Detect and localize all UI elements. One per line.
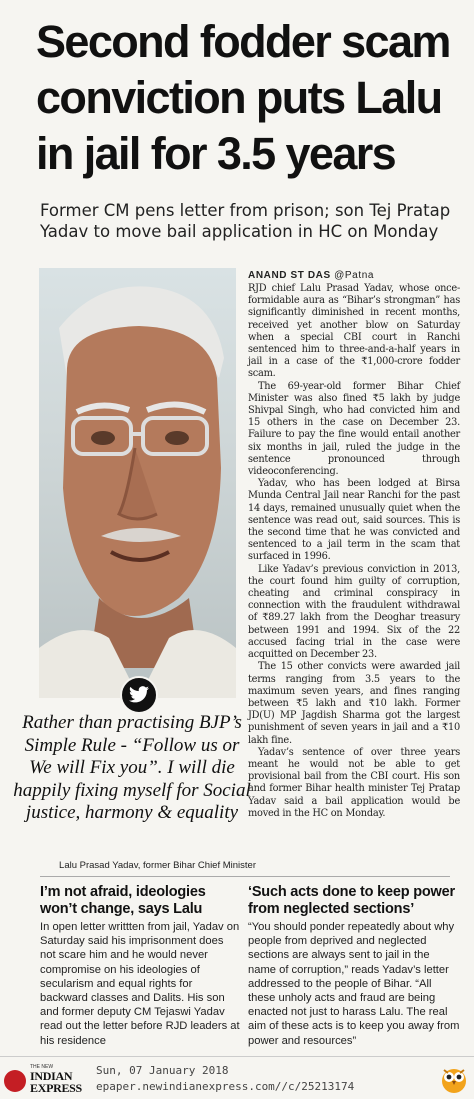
body-paragraph: RJD chief Lalu Prasad Yadav, whose once-formidable aura as “Bihar’s strongman” has significantly diminished in recent months, received yet another blow on Saturday when a special CBI court in Ranchi sentenced him to three-and-a-half years in jail in a case of the ₹1,000-crore fodder scam.: [248, 283, 460, 380]
owl-mascot-icon: [440, 1064, 468, 1094]
logo-small-text: THE NEW: [30, 1064, 54, 1070]
body-paragraph: Yadav, who has been lodged at Birsa Munda Central Jail near Ranchi for the past 14 days, remained unusually quiet when the sentence was read out, said sources. This is the second time that he was convicted and sentenced to a jail term in the scam that surfaced in 1996.: [248, 478, 460, 563]
logo-line-1: INDIAN: [30, 1069, 73, 1083]
byline-place: @Patna: [334, 270, 375, 281]
body-paragraph: Like Yadav’s previous conviction in 2013, the court found him guilty of corruption, cheating and criminal conspiracy in connection with the fraudulent withdrawal of ₹89.27 lakh from the Deoghar treasury between 1991 and 1994. Six of the 22 accused facing trial in the case were acquitted on December 23.: [248, 563, 460, 661]
body-paragraph: The 69-year-old former Bihar Chief Minister was also fined ₹5 lakh by judge Shivpal Singh, who had convicted him and 15 others in the case on December 23. Failure to pay the fine would entail another six months in jail, ruled the judge in the sentence pronounced through videoconferencing.: [248, 380, 460, 478]
deck-subheadline: Former CM pens letter from prison; son Tej Pratap Yadav to move bail application in HC on Monday: [40, 201, 451, 241]
pull-quote-credit: Lalu Prasad Yadav, former Bihar Chief Minister: [59, 860, 256, 871]
logo-line-2: EXPRESS: [30, 1081, 82, 1095]
footer-divider: [0, 1056, 474, 1057]
sidebar-left-headline: I’m not afraid, ideologies won’t change, says Lalu: [40, 884, 206, 917]
pull-quote: Rather than practising BJP’s Simple Rule - “Follow us or We will Fix you”. I will die happily fixing myself for Social justice, harmony & equality: [13, 712, 251, 823]
logo-red-emblem-icon: [4, 1070, 26, 1092]
sidebar-right-headline: ‘Such acts done to keep power from neglected sections’: [248, 884, 455, 917]
sidebar-left-body: In open letter writtten from jail, Yadav on Saturday said his imprisonment does not scare him and he would never compromise on his ideologies of secularism and equal rights for backward classes and Dalits. His son and former deputy CM Tejaswi Yadav read out the letter before RJD leaders at his residence: [40, 921, 240, 1047]
headline: [36, 14, 466, 182]
section-divider: [40, 876, 450, 877]
body-paragraph: Yadav’s sentence of over three years meant he would not be able to get provisional bail from the CBI court. His son and former Bihar health minister Tej Pratap Yadav said a bail application would be moved in the HC on Monday.: [248, 746, 460, 819]
headline-line-1: Second fodder scam: [36, 16, 450, 67]
byline-name: ANAND ST DAS: [248, 270, 331, 281]
twitter-bird-icon: [120, 676, 158, 714]
body-paragraph: The 15 other convicts were awarded jail terms ranging from 3.5 years to the maximum seven years, and fines ranging between ₹5 lakh and ₹10 lakh. Former JD(U) MP Jagdish Sharma got the largest punishment of seven years in jail and a ₹10 lakh fine.: [248, 661, 460, 746]
footer-date: Sun, 07 January 2018: [96, 1064, 229, 1077]
newspaper-logo: [4, 1062, 92, 1096]
headline-line-3: in jail for 3.5 years: [36, 128, 396, 179]
article-body: [248, 283, 460, 820]
headline-line-2: conviction puts Lalu: [36, 72, 442, 123]
sidebar-right-body: “You should ponder repeatedly about why people from deprived and neglected sections are always sent to jail in the name of corruption,” reads Yadav’s letter addressed to the people of Bihar. “All these unholy acts and fraud are being enacted not just to harass Lalu. The real aim of these acts is to keep you away from power and resources”: [248, 921, 460, 1047]
byline: [248, 270, 468, 281]
portrait-illustration: [39, 268, 236, 698]
footer-url[interactable]: epaper.newindianexpress.com//c/25213174: [96, 1080, 355, 1093]
lalu-portrait-photo: [39, 268, 236, 698]
